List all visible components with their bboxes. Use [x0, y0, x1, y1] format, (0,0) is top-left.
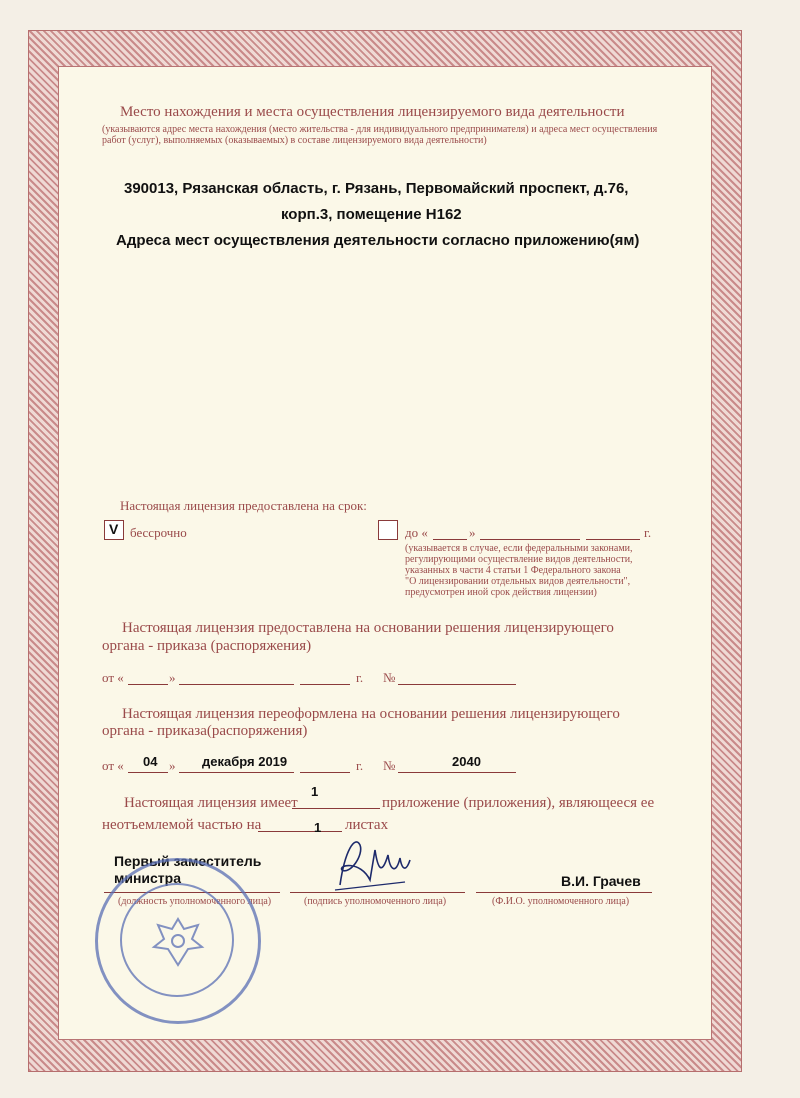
official-seal [95, 858, 261, 1024]
reissue-number-label: № [383, 758, 396, 773]
reissue-from: от « [102, 758, 124, 773]
basis-close: » [169, 670, 176, 685]
indefinite-checkbox [104, 520, 124, 540]
signer-name: В.И. Грачев [561, 873, 641, 889]
appendix-prefix: Настоящая лицензия имеет [124, 795, 298, 811]
reissue-number: 2040 [452, 754, 481, 769]
basis-from: от « [102, 670, 124, 685]
reissue-month-year: декабря 2019 [202, 754, 288, 769]
term-note-1: (указывается в случае, если федеральными законами, [405, 543, 633, 554]
header-note-1: (указываются адрес места нахождения (место жительства - для индивидуального предпринимателя) и адреса мест осуществления [102, 124, 658, 135]
caption-sign: (подпись уполномоченного лица) [304, 896, 447, 907]
address-line-3: Адреса мест осуществления деятельности согласно приложению(ям) [116, 232, 640, 249]
basis-day-line [128, 684, 168, 685]
basis-line-1: Настоящая лицензия предоставлена на основании решения лицензирующего [122, 620, 614, 636]
eagle-emblem-icon [148, 911, 208, 971]
appendix-suffix: приложение (приложения), являющееся ее [382, 795, 655, 811]
reissue-year-line [300, 772, 350, 773]
name-line [476, 892, 652, 893]
appendix-sheets-suffix: листах [345, 817, 389, 833]
basis-line-2: органа - приказа (распоряжения) [102, 638, 312, 654]
reissue-line-2: органа - приказа(распоряжения) [102, 723, 308, 739]
until-label: до « [405, 525, 428, 540]
until-year-suffix: г. [644, 525, 652, 540]
reissue-year-suffix: г. [356, 758, 364, 773]
basis-year-suffix: г. [356, 670, 364, 685]
reissue-day-line [128, 772, 168, 773]
until-year-line [586, 539, 640, 540]
reissue-close: » [169, 758, 176, 773]
appendix-sheets: 1 [314, 820, 322, 835]
address-line-1: 390013, Рязанская область, г. Рязань, Первомайский проспект, д.76, [124, 180, 629, 197]
term-note-4: "О лицензировании отдельных видов деятельности", [405, 576, 631, 587]
basis-number-line [398, 684, 516, 685]
appendix-count: 1 [311, 784, 319, 799]
header-note-2: работ (услуг), выполняемых (оказываемых) в составе лицензируемого вида деятельности) [102, 135, 487, 146]
until-close: » [469, 525, 476, 540]
basis-number-label: № [383, 670, 396, 685]
reissue-number-line [398, 772, 516, 773]
until-day-line [433, 539, 467, 540]
term-note-2: регулирующими осуществление видов деятельности, [405, 554, 633, 565]
basis-year-line [300, 684, 350, 685]
header-title: Место нахождения и места осуществления лицензируемого вида деятельности [120, 104, 625, 120]
indefinite-label: бессрочно [130, 525, 187, 540]
appendix-count-line [292, 808, 380, 809]
address-line-2: корп.3, помещение Н162 [281, 206, 462, 223]
term-note-3: указанных в части 4 статьи 1 Федерального закона [405, 565, 621, 576]
term-label: Настоящая лицензия предоставлена на срок: [120, 498, 367, 513]
handwritten-signature [330, 830, 420, 900]
basis-month-line [179, 684, 294, 685]
signer-position-2: министра [114, 870, 182, 886]
check-mark: V [109, 521, 119, 537]
caption-position: (должность уполномоченного лица) [118, 896, 272, 907]
appendix-line2-prefix: неотъемлемой частью на [102, 817, 262, 833]
caption-name: (Ф.И.О. уполномоченного лица) [492, 896, 630, 907]
term-note-5: предусмотрен иной срок действия лицензии) [405, 587, 597, 598]
signer-position-1: Первый заместитель [114, 853, 262, 869]
reissue-month-line [179, 772, 294, 773]
reissue-day: 04 [143, 754, 158, 769]
reissue-line-1: Настоящая лицензия переоформлена на основании решения лицензирующего [122, 706, 620, 722]
until-checkbox [378, 520, 398, 540]
until-month-line [480, 539, 580, 540]
